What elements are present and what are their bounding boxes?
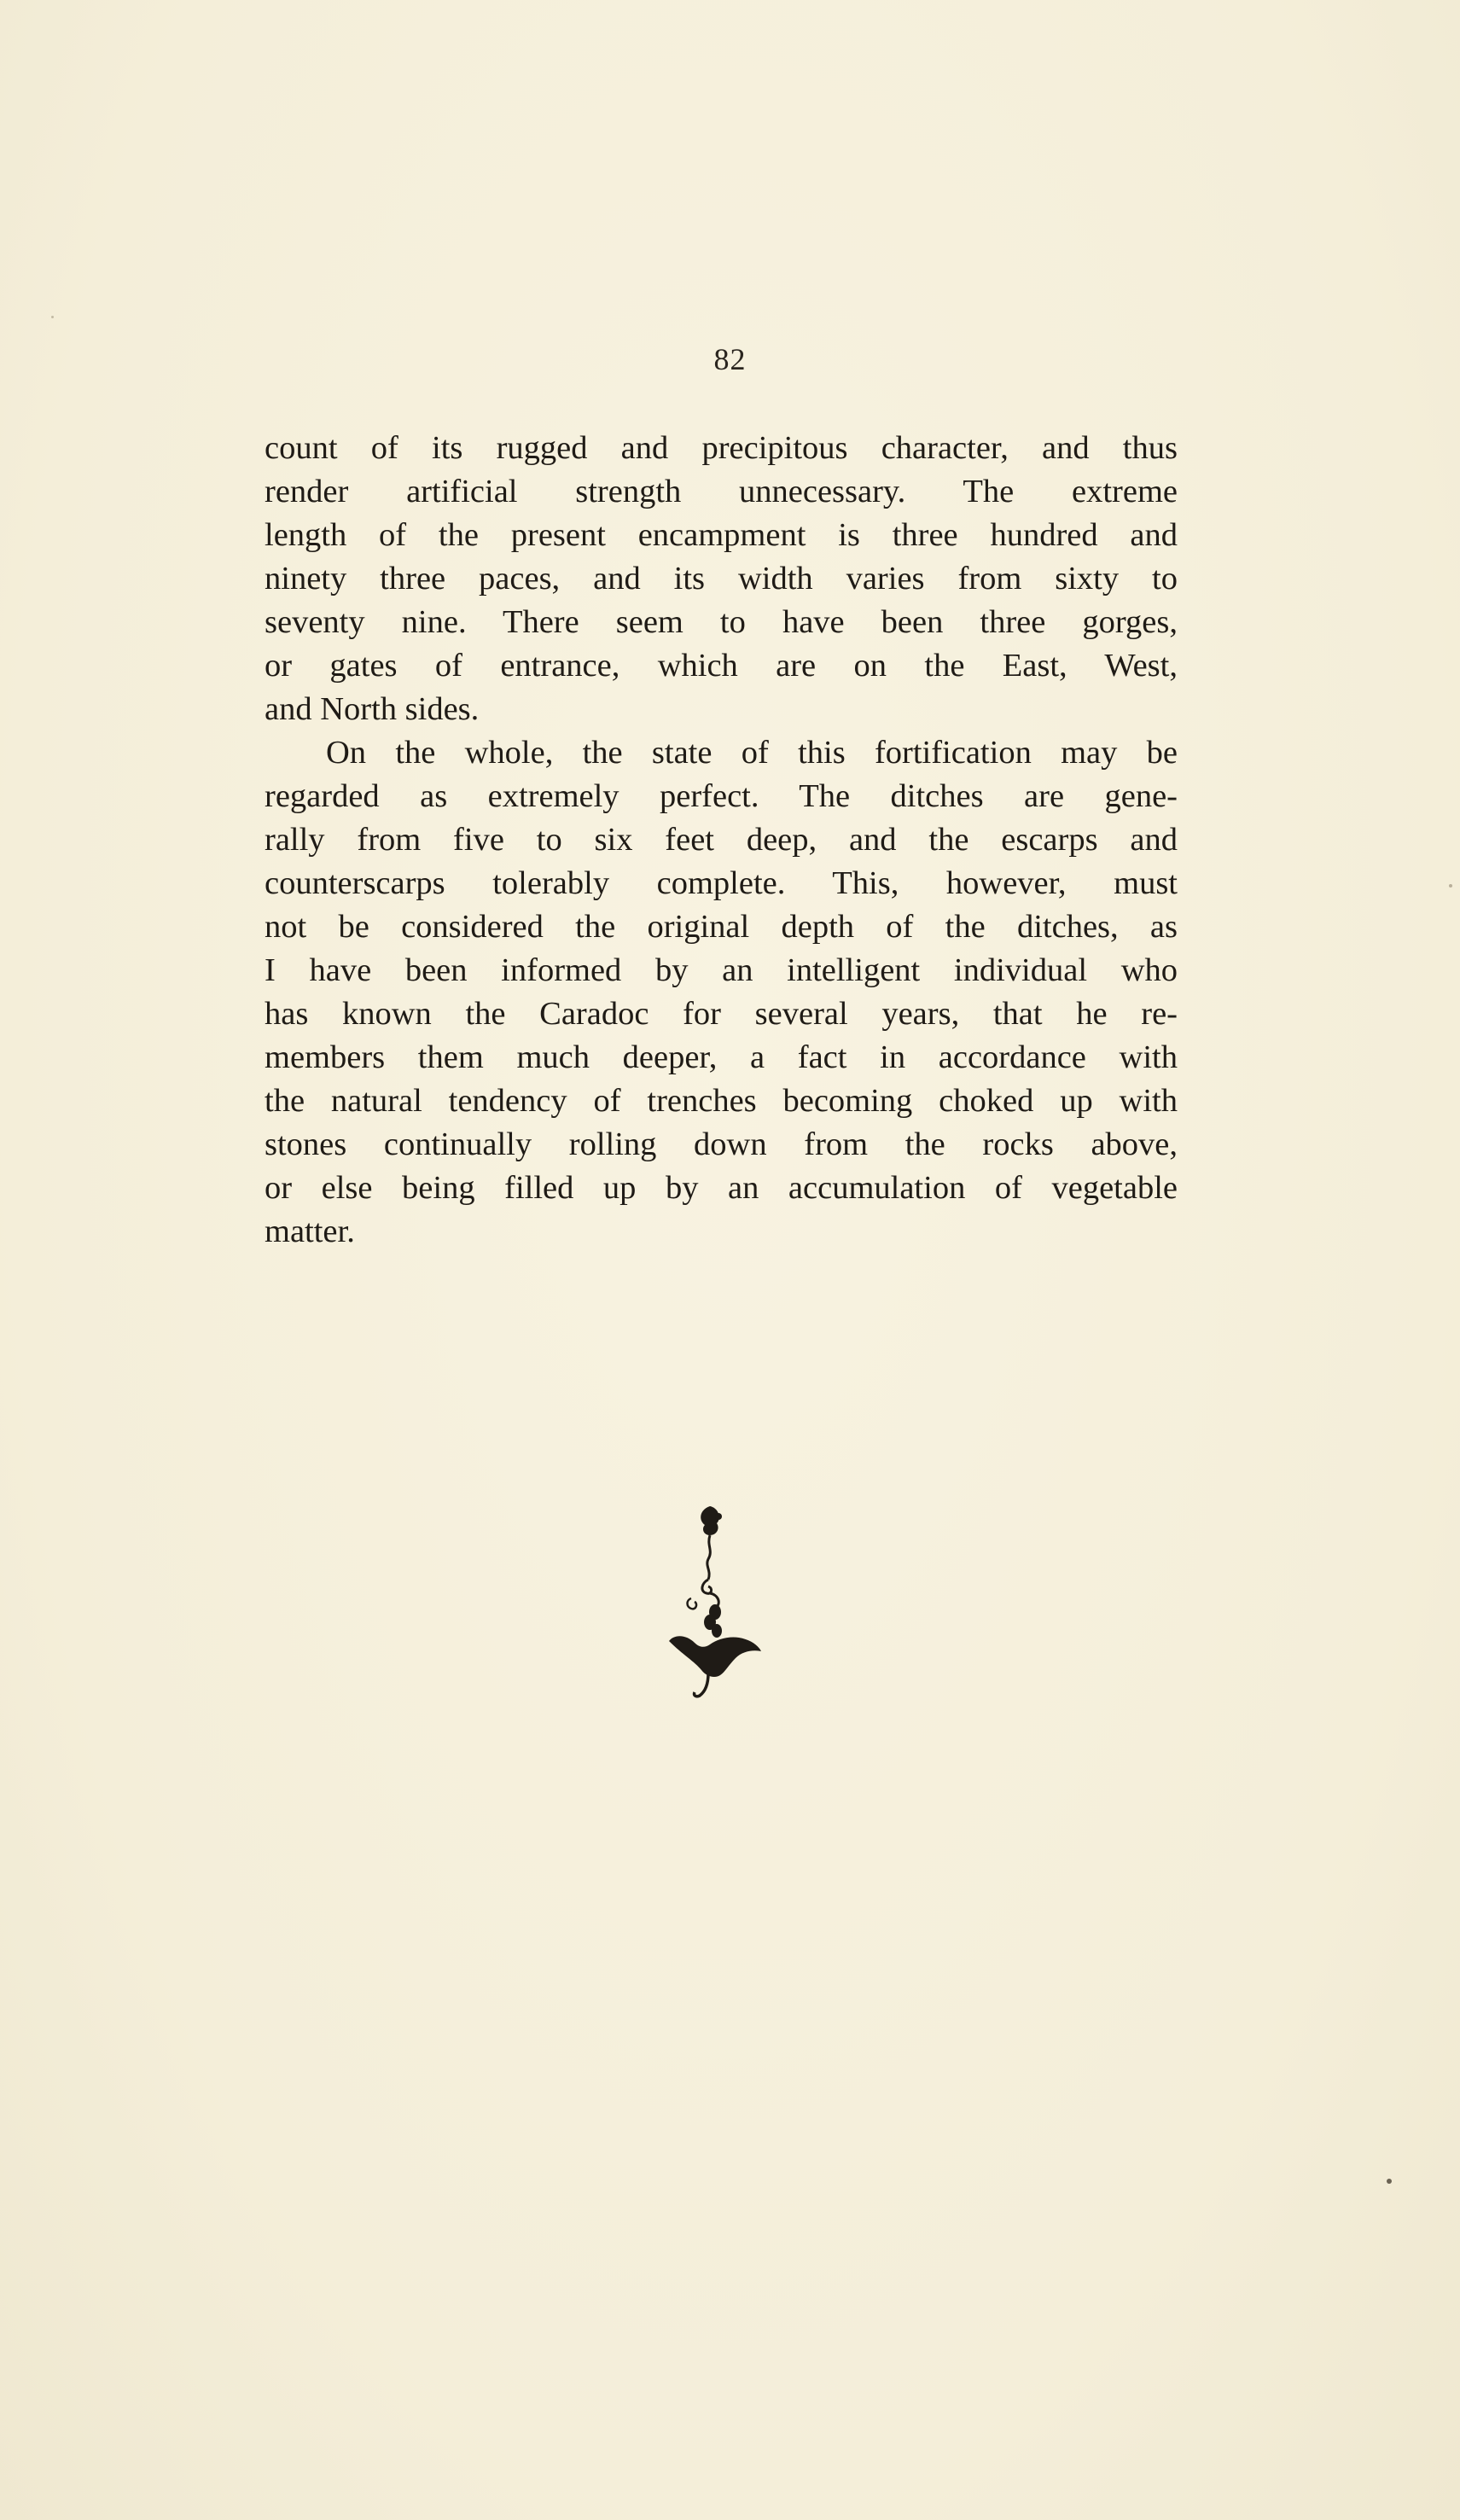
text-line: the natural tendency of trenches becoming choked up with [265, 1083, 1178, 1119]
text-line: render artificial strength unnecessary. The extreme [265, 474, 1178, 509]
text-line: I have been informed by an intelligent individual who [265, 952, 1178, 988]
text-line: has known the Caradoc for several years, that he re- [265, 996, 1178, 1032]
text-line: rally from five to six feet deep, and the escarps and [265, 822, 1178, 858]
text-line: or gates of entrance, which are on the East, West, [265, 648, 1178, 684]
paper-speck [1387, 2179, 1392, 2184]
paper-speck [1449, 884, 1452, 888]
text-line: or else being filled up by an accumulation of vegetable [265, 1170, 1178, 1206]
text-line: count of its rugged and precipitous character, and thus [265, 430, 1178, 466]
text-line: seventy nine. There seem to have been three gorges, [265, 604, 1178, 640]
paragraph-1 [265, 427, 1178, 731]
text-line: counterscarps tolerably complete. This, however, must [265, 865, 1178, 901]
paragraph-2 [265, 731, 1178, 1254]
text-line: and North sides. [265, 691, 480, 727]
floral-tailpiece-icon [657, 1498, 768, 1702]
text-line: stones continually rolling down from the rocks above, [265, 1126, 1178, 1162]
text-line: regarded as extremely perfect. The ditches are gene- [265, 778, 1178, 814]
text-line: length of the present encampment is three hundred and [265, 517, 1178, 553]
text-line: not be considered the original depth of the ditches, as [265, 909, 1178, 945]
text-line: matter. [265, 1213, 355, 1249]
paper-speck [51, 316, 54, 318]
text-line: ninety three paces, and its width varies from sixty to [265, 561, 1178, 597]
text-line: members them much deeper, a fact in accordance with [265, 1039, 1178, 1075]
body-text [265, 427, 1178, 1254]
text-line: On the whole, the state of this fortification may be [326, 735, 1178, 771]
page-number: 82 [713, 342, 747, 376]
